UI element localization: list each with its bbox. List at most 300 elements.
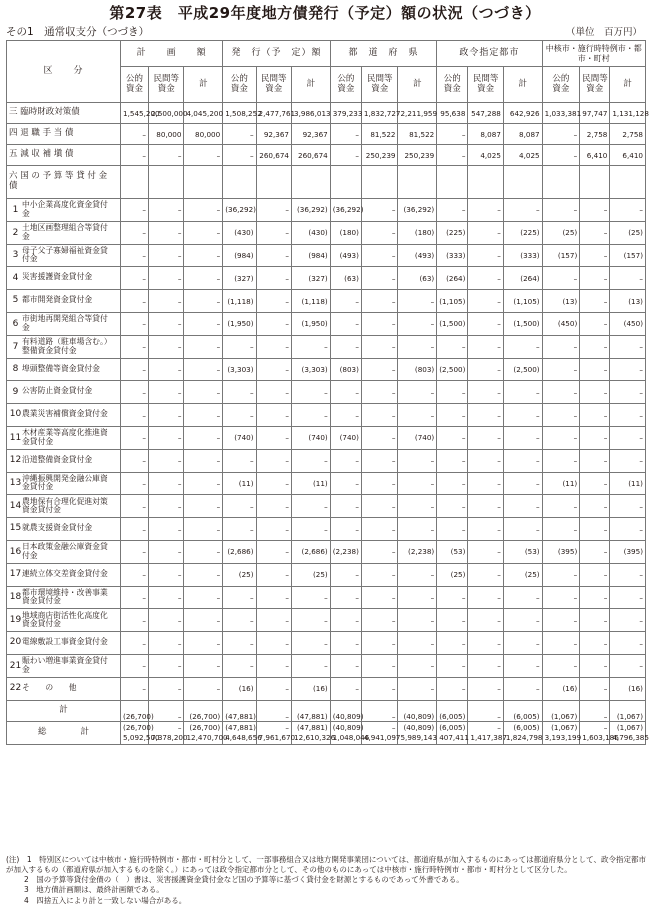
value-cell: (803) [330, 358, 361, 381]
value-cell: (327) [223, 267, 256, 290]
value-cell: – [542, 495, 580, 518]
value-cell: – [148, 609, 183, 632]
value-cell: – [184, 404, 223, 427]
grand-total-cell [610, 721, 649, 744]
value-cell: – [121, 449, 149, 472]
value-cell: – [330, 472, 361, 495]
row-label-text: 五 減 収 補 塡 債 [9, 149, 74, 160]
page-title: 第27表 平成29年度地方債発行（予定）額の状況（つづき） [109, 4, 541, 22]
value-cell: – [503, 335, 542, 358]
value-cell: (3,303) [223, 358, 256, 381]
row-label [7, 312, 121, 335]
value-cell: – [361, 609, 398, 632]
value-cell [292, 166, 331, 199]
table-row [7, 335, 646, 358]
grand-total-cell [256, 721, 296, 744]
value-cell: – [437, 404, 468, 427]
grand-total-outside-value: – [497, 723, 501, 733]
grand-total-cell [223, 721, 262, 744]
value-cell: (63) [398, 267, 437, 290]
value-cell: – [361, 495, 398, 518]
value-cell: (47,881) [292, 700, 331, 721]
value-cell: – [330, 124, 361, 145]
row-label [7, 244, 121, 267]
value-cell: – [184, 426, 223, 449]
value-cell: – [361, 335, 398, 358]
value-cell: – [610, 426, 646, 449]
value-cell: – [121, 495, 149, 518]
value-cell: – [256, 540, 291, 563]
value-cell: 1,545,200 [121, 103, 149, 124]
value-cell: – [292, 654, 331, 677]
section-subtitle: その1 通常収支分（つづき） [6, 26, 150, 38]
value-cell: – [610, 449, 646, 472]
value-cell: – [256, 586, 291, 609]
value-cell: – [184, 677, 223, 700]
value-cell: – [610, 381, 646, 404]
subheader-private: 民間等 資金 [580, 67, 610, 103]
row-label [7, 426, 121, 449]
grand-total-outside-value: (6,005) [513, 723, 540, 733]
row-label [7, 449, 121, 472]
value-cell: (11) [542, 472, 580, 495]
value-cell: – [256, 199, 291, 222]
value-cell: – [437, 335, 468, 358]
value-cell: 80,000 [148, 124, 183, 145]
value-cell [361, 166, 398, 199]
value-cell: – [468, 221, 503, 244]
row-label [7, 335, 121, 358]
value-cell: – [542, 124, 580, 145]
value-cell: – [184, 199, 223, 222]
subheader-private: 民間等 資金 [148, 67, 183, 103]
value-cell: – [580, 518, 610, 541]
value-cell: (180) [330, 221, 361, 244]
table-row [7, 358, 646, 381]
value-cell: – [580, 404, 610, 427]
value-cell: – [330, 449, 361, 472]
table-row [7, 267, 646, 290]
value-cell: – [468, 404, 503, 427]
value-cell: – [256, 221, 291, 244]
grand-total-outside-value: (1,067) [616, 723, 643, 733]
value-cell: – [580, 654, 610, 677]
value-cell: 81,522 [398, 124, 437, 145]
value-cell: 8,087 [468, 124, 503, 145]
value-cell: – [398, 335, 437, 358]
value-cell: 1,508,252 [223, 103, 256, 124]
value-cell: – [398, 290, 437, 313]
value-cell: – [292, 381, 331, 404]
row-number: 9 [12, 386, 19, 397]
value-cell: – [184, 221, 223, 244]
value-cell: – [330, 404, 361, 427]
row-label [7, 540, 121, 563]
value-cell: – [148, 426, 183, 449]
value-cell: – [256, 449, 291, 472]
value-cell: 260,674 [256, 145, 291, 166]
grand-total-value: 1,048,046 [332, 732, 370, 742]
value-cell: – [361, 518, 398, 541]
value-cell: – [148, 358, 183, 381]
row-label-text: 沿道整備資金貸付金 [22, 454, 93, 464]
value-cell: – [361, 449, 398, 472]
value-cell: – [468, 381, 503, 404]
row-number: 3 [12, 250, 19, 261]
subheader-private: 民間等 資金 [468, 67, 503, 103]
value-cell: – [148, 495, 183, 518]
table-row [7, 199, 646, 222]
value-cell: – [223, 124, 256, 145]
value-cell: – [542, 267, 580, 290]
row-number: 10 [9, 409, 22, 420]
value-cell: – [148, 472, 183, 495]
value-cell: – [184, 381, 223, 404]
row-label [7, 103, 121, 124]
value-cell: (36,292) [330, 199, 361, 222]
value-cell: – [468, 540, 503, 563]
note-line: 4 四捨五入により計と一致しない場合がある。 [24, 895, 187, 905]
row-label-text: 六 国 の 予 算 等 貸 付 金 債 [9, 171, 108, 191]
value-cell: – [468, 426, 503, 449]
value-cell [184, 166, 223, 199]
value-cell: – [468, 586, 503, 609]
subheader-total: 計 [503, 67, 542, 103]
grand-total-value: 1,417,387 [470, 732, 507, 742]
row-label-text: 都市開発資金貸付金 [22, 295, 93, 305]
value-cell: (740) [398, 426, 437, 449]
value-cell: – [121, 609, 149, 632]
row-number: 2 [12, 227, 19, 238]
value-cell: – [292, 609, 331, 632]
value-cell: – [361, 358, 398, 381]
grand-total-cell [184, 721, 228, 744]
value-cell: – [256, 358, 291, 381]
value-cell: – [292, 335, 331, 358]
value-cell: – [398, 609, 437, 632]
grand-total-outside-value: (26,700) [189, 723, 221, 733]
value-cell: – [148, 654, 183, 677]
value-cell: (25) [503, 563, 542, 586]
value-cell: – [256, 700, 291, 721]
row-label [7, 166, 121, 199]
value-cell: – [184, 267, 223, 290]
grand-total-outside-value: – [285, 723, 290, 733]
row-label-text: 有料道路（駐車場含む。）整備資金貸付金 [22, 337, 108, 355]
value-cell: – [184, 472, 223, 495]
group-header-issued: 発 行（予 定）額 [223, 41, 331, 67]
value-cell: – [121, 677, 149, 700]
value-cell: – [580, 677, 610, 700]
value-cell: – [580, 495, 610, 518]
row-label [7, 145, 121, 166]
value-cell: – [437, 426, 468, 449]
value-cell: (13) [542, 290, 580, 313]
value-cell: 1,131,128 [610, 103, 646, 124]
value-cell: – [148, 449, 183, 472]
value-cell: – [542, 426, 580, 449]
category-header: 区 分 [7, 41, 121, 103]
value-cell: (36,292) [398, 199, 437, 222]
value-cell [148, 166, 183, 199]
grand-total-outside-value: – [391, 723, 396, 733]
grand-total-cell [580, 721, 619, 744]
value-cell: (25) [437, 563, 468, 586]
subheader-total: 計 [610, 67, 646, 103]
table-row [7, 290, 646, 313]
value-cell: (25) [292, 563, 331, 586]
grand-total-cell [330, 721, 370, 744]
value-cell: – [121, 654, 149, 677]
value-cell: – [468, 677, 503, 700]
value-cell: (1,950) [292, 312, 331, 335]
grand-total-value: 12,610,326 [294, 732, 336, 742]
value-cell: – [437, 199, 468, 222]
value-cell: – [468, 199, 503, 222]
grand-total-cell [542, 721, 580, 744]
value-cell: – [256, 518, 291, 541]
value-cell: – [256, 404, 291, 427]
row-label [7, 472, 121, 495]
row-number: 5 [12, 295, 19, 306]
value-cell: – [148, 267, 183, 290]
value-cell: – [468, 518, 503, 541]
value-cell: – [503, 381, 542, 404]
table-row [7, 145, 646, 166]
row-label [7, 124, 121, 145]
grand-total-value: 7,378,200 [150, 732, 188, 742]
value-cell: – [542, 518, 580, 541]
value-cell: – [503, 426, 542, 449]
value-cell: – [121, 221, 149, 244]
table-row [7, 426, 646, 449]
row-label-text: 公害防止資金貸付金 [22, 386, 93, 396]
value-cell: (395) [542, 540, 580, 563]
value-cell: 8,087 [503, 124, 542, 145]
value-cell: – [223, 404, 256, 427]
value-cell: (25) [542, 221, 580, 244]
row-label-text: 土地区画整理組合等貸付金 [22, 223, 108, 241]
value-cell: (1,067) [542, 700, 580, 721]
value-cell: – [148, 290, 183, 313]
value-cell: – [468, 290, 503, 313]
row-number: 19 [9, 615, 22, 626]
value-cell: – [256, 426, 291, 449]
value-cell: (53) [503, 540, 542, 563]
grand-total-value: 7,961,670 [258, 732, 296, 742]
value-cell: – [121, 632, 149, 655]
value-cell: (11) [610, 472, 646, 495]
grand-total-cell [398, 721, 437, 744]
value-cell: 2,477,761 [256, 103, 291, 124]
note-line: (注) 1 特別区については中核市・施行時特例市・都市・町村分として、一部事務組合又は地方開発事業団については、都道府県が加入するものにあっては都道府県分として、政令指定都市が加入するもの（都道府県が加入するものを除く。）にあっては政令指定都市分として、その他のものにあっては中核市・施行時特例市・都市・町村分として区分した。 [6, 855, 646, 875]
subheader-private: 民間等 資金 [361, 67, 398, 103]
table-row [7, 404, 646, 427]
grand-total-outside-value: (6,005) [439, 723, 466, 733]
value-cell: – [610, 632, 646, 655]
value-cell: (333) [503, 244, 542, 267]
value-cell: – [121, 540, 149, 563]
value-cell: – [398, 381, 437, 404]
row-label-text: 電線敷設工事資金貸付金 [22, 637, 108, 647]
value-cell: (2,238) [398, 540, 437, 563]
value-cell: (25) [223, 563, 256, 586]
table-row [7, 540, 646, 563]
row-number: 20 [9, 637, 22, 648]
value-cell: – [148, 518, 183, 541]
grand-total-cell [468, 721, 507, 744]
notes [6, 855, 646, 906]
grand-total-value: 12,470,700 [186, 732, 228, 742]
value-cell: – [256, 244, 291, 267]
value-cell: – [542, 145, 580, 166]
value-cell: 97,747 [580, 103, 610, 124]
value-cell: – [330, 677, 361, 700]
row-label-text: そ の 他 [22, 682, 77, 692]
value-cell: – [256, 335, 291, 358]
value-cell: (450) [610, 312, 646, 335]
value-cell: – [223, 654, 256, 677]
grand-total-outside-value: – [603, 723, 608, 733]
value-cell: – [542, 199, 580, 222]
value-cell: (1,950) [223, 312, 256, 335]
value-cell: – [292, 449, 331, 472]
grand-total-cell [503, 721, 542, 744]
value-cell: 260,674 [292, 145, 331, 166]
value-cell: (16) [542, 677, 580, 700]
value-cell: – [121, 563, 149, 586]
value-cell: – [121, 290, 149, 313]
value-cell: – [542, 358, 580, 381]
value-cell: (430) [223, 221, 256, 244]
grand-total-outside-value: (47,881) [296, 723, 328, 733]
table-row [7, 124, 646, 145]
value-cell: (803) [398, 358, 437, 381]
value-cell: – [361, 654, 398, 677]
value-cell: – [468, 312, 503, 335]
row-label-text: 計 [59, 704, 68, 715]
grand-total-cell [437, 721, 468, 744]
grand-total-value: 3,193,199 [544, 732, 582, 742]
value-cell: – [580, 449, 610, 472]
row-label [7, 404, 121, 427]
table-row [7, 449, 646, 472]
group-header-plan: 計 画 額 [121, 41, 223, 67]
table-row [7, 609, 646, 632]
value-cell: – [503, 199, 542, 222]
value-cell: – [148, 700, 183, 721]
value-cell: – [184, 563, 223, 586]
value-cell: – [223, 335, 256, 358]
table-row [7, 381, 646, 404]
table-row [7, 103, 646, 124]
value-cell: – [292, 404, 331, 427]
value-cell: – [256, 267, 291, 290]
value-cell: – [292, 518, 331, 541]
note-line: 2 国の予算等貸付金債の（ ）書は、災害援護資金貸付金など国の予算等に基づく貸付金を財源とするものであって外書である。 [24, 875, 464, 885]
row-label-text: 四 退 職 手 当 債 [9, 128, 74, 139]
value-cell: – [361, 404, 398, 427]
note-line: 3 地方債計画額は、最終計画額である。 [24, 885, 164, 895]
row-label-text: 連続立体交差資金貸付金 [22, 568, 108, 578]
value-cell: – [468, 472, 503, 495]
value-cell: 4,025 [503, 145, 542, 166]
value-cell [610, 166, 646, 199]
value-cell: – [468, 267, 503, 290]
value-cell: (740) [223, 426, 256, 449]
value-cell: (16) [292, 677, 331, 700]
value-cell: (740) [292, 426, 331, 449]
value-cell: 1,033,381 [542, 103, 580, 124]
value-cell [330, 166, 361, 199]
value-cell: – [542, 586, 580, 609]
row-label [7, 654, 121, 677]
subheader-total: 計 [292, 67, 331, 103]
value-cell: – [361, 381, 398, 404]
table-row [7, 166, 646, 199]
value-cell: – [468, 632, 503, 655]
value-cell: – [361, 677, 398, 700]
value-cell: – [361, 267, 398, 290]
value-cell: (1,500) [437, 312, 468, 335]
value-cell: – [121, 145, 149, 166]
bond-table [6, 40, 649, 745]
value-cell: – [503, 518, 542, 541]
value-cell: – [542, 632, 580, 655]
value-cell: – [398, 632, 437, 655]
grand-total-value: 4,796,385 [612, 732, 649, 742]
value-cell: – [121, 426, 149, 449]
value-cell: – [580, 540, 610, 563]
grand-total-outside-value: (47,881) [225, 723, 256, 733]
row-label [7, 609, 121, 632]
value-cell: – [437, 586, 468, 609]
value-cell: – [468, 700, 503, 721]
value-cell: – [256, 609, 291, 632]
value-cell: (26,700) [184, 700, 223, 721]
value-cell: – [580, 199, 610, 222]
value-cell: – [610, 404, 646, 427]
value-cell: – [468, 495, 503, 518]
row-number: 15 [9, 523, 22, 534]
value-cell: (984) [223, 244, 256, 267]
value-cell: – [256, 654, 291, 677]
value-cell: (47,881) [223, 700, 256, 721]
value-cell: – [580, 586, 610, 609]
value-cell: (3,303) [292, 358, 331, 381]
grand-total-value: 5,989,143 [400, 732, 438, 742]
value-cell: – [184, 358, 223, 381]
value-cell: – [398, 518, 437, 541]
value-cell: – [398, 586, 437, 609]
value-cell: – [330, 632, 361, 655]
value-cell: – [256, 472, 291, 495]
value-cell: – [148, 312, 183, 335]
row-label-text: 沖縄振興開発金融公庫資金貸付金 [22, 473, 108, 492]
subheader-public: 公的 資金 [330, 67, 361, 103]
value-cell: – [361, 312, 398, 335]
value-cell: – [148, 335, 183, 358]
value-cell: 6,410 [610, 145, 646, 166]
value-cell: – [121, 518, 149, 541]
subheader-total: 計 [398, 67, 437, 103]
table-row [7, 586, 646, 609]
value-cell: – [503, 632, 542, 655]
value-cell: – [580, 632, 610, 655]
row-number: 1 [12, 204, 19, 215]
value-cell: – [580, 609, 610, 632]
value-cell: – [184, 654, 223, 677]
